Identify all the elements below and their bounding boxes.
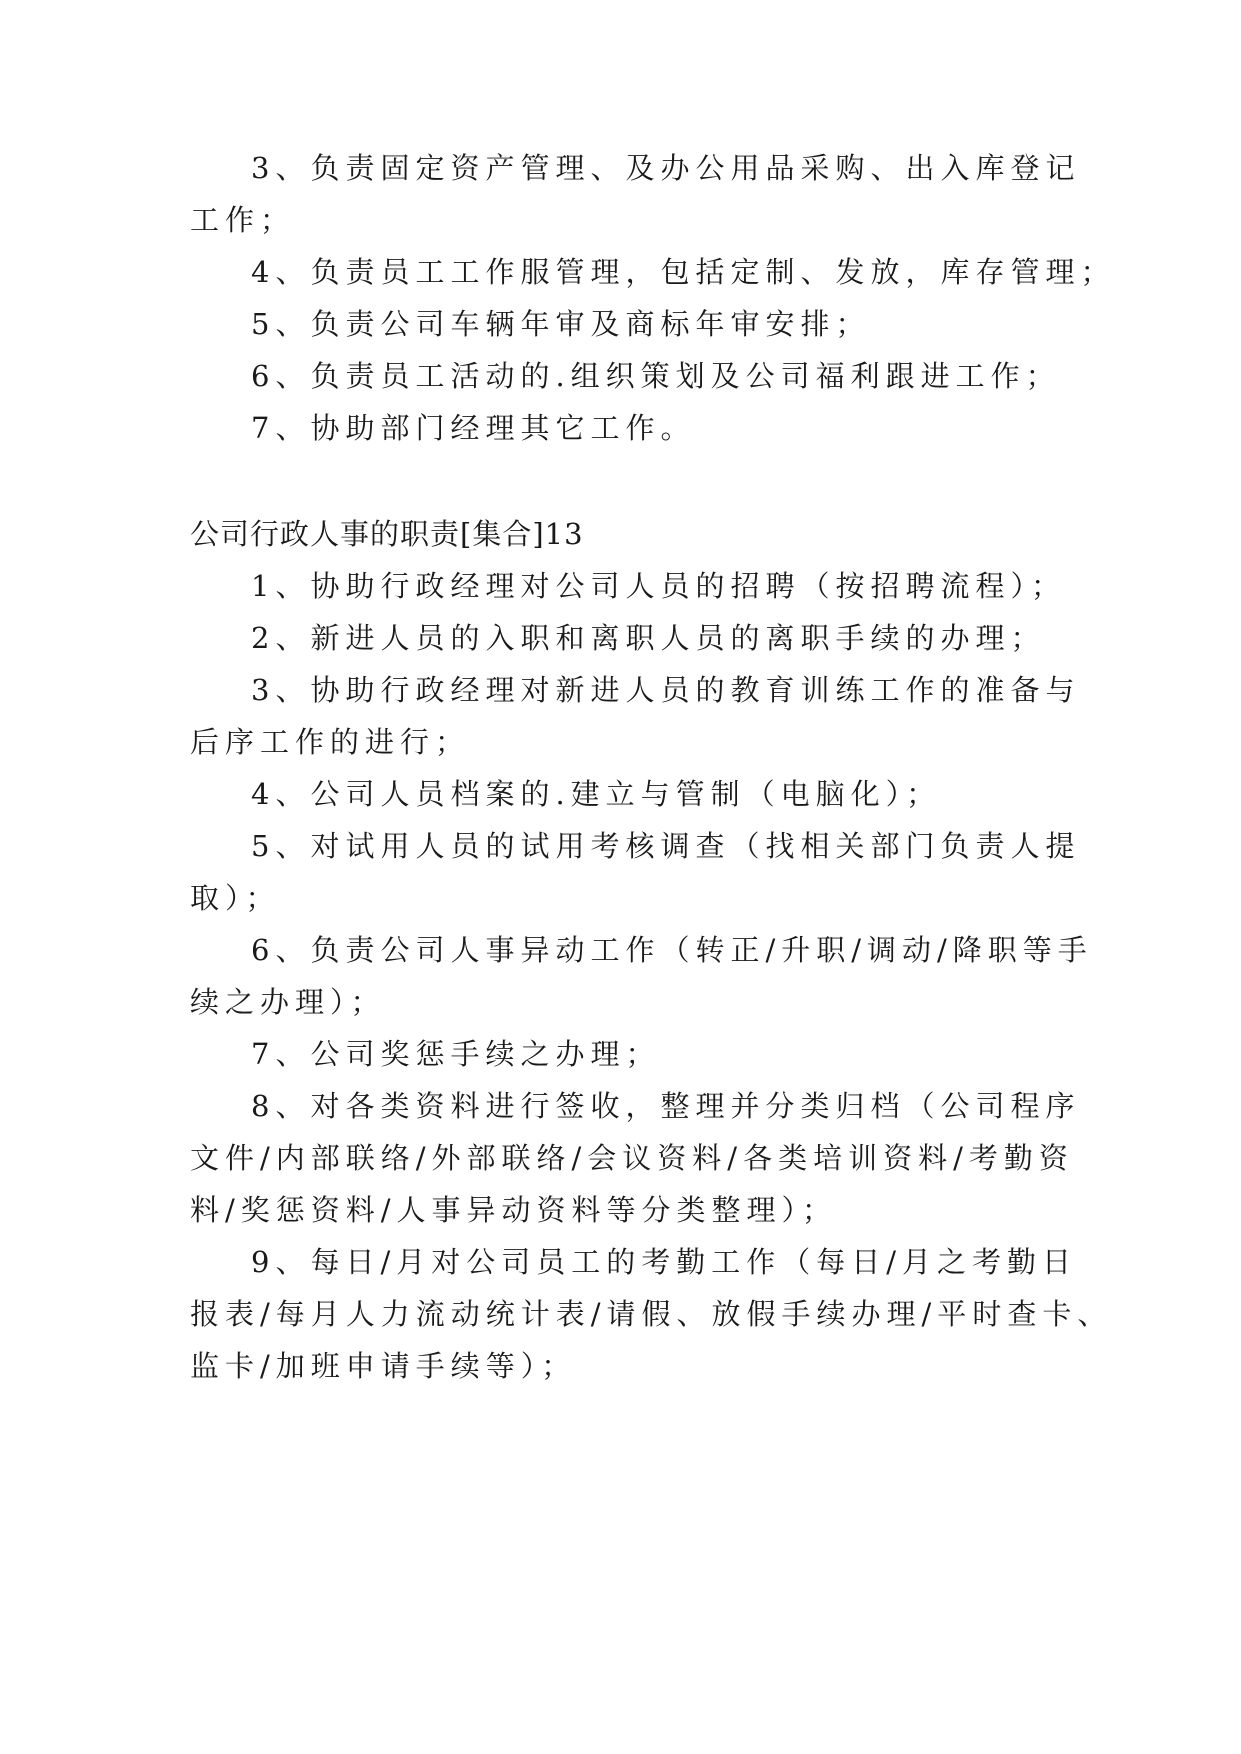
item-b6-line2: 续之办理）； (190, 985, 386, 1019)
item-a7: 7、协助部门经理其它工作。 (251, 411, 696, 445)
item-b8-line3: 料/奖惩资料/人事异动资料等分类整理）； (190, 1193, 838, 1227)
item-b3-line1: 3、协助行政经理对新进人员的教育训练工作的准备与 (251, 673, 1081, 707)
item-b7: 7、公司奖惩手续之办理； (251, 1037, 661, 1071)
item-b5-line1: 5、对试用人员的试用考核调查（找相关部门负责人提 (251, 829, 1081, 863)
item-b8-line1: 8、对各类资料进行签收，整理并分类归档（公司程序 (251, 1089, 1081, 1123)
item-b3-line2: 后序工作的进行； (190, 725, 471, 759)
item-a5: 5、负责公司车辆年审及商标年审安排； (251, 307, 871, 341)
section-heading: 公司行政人事的职责[集合]13 (190, 517, 584, 551)
item-a6: 6、负责员工活动的.组织策划及公司福利跟进工作； (251, 359, 1061, 393)
item-b6-line1: 6、负责公司人事异动工作（转正/升职/调动/降职等手 (251, 933, 1093, 967)
item-b9-line3: 监卡/加班申请手续等）； (190, 1349, 577, 1383)
item-b5-line2: 取）； (190, 881, 281, 915)
item-b1: 1、协助行政经理对公司人员的招聘（按招聘流程）； (251, 569, 1066, 603)
item-b9-line1: 9、每日/月对公司员工的考勤工作（每日/月之考勤日 (251, 1245, 1077, 1279)
item-a3-line2: 工作； (190, 203, 296, 237)
item-b2: 2、新进人员的入职和离职人员的离职手续的办理； (251, 621, 1046, 655)
item-b8-line2: 文件/内部联络/外部联络/会议资料/各类培训资料/考勤资 (190, 1141, 1074, 1175)
item-b4: 4、公司人员档案的.建立与管制（电脑化）； (251, 777, 942, 811)
item-a3-line1: 3、负责固定资产管理、及办公用品采购、出入库登记 (251, 151, 1081, 185)
item-a4: 4、负责员工工作服管理，包括定制、发放，库存管理； (251, 255, 1116, 289)
item-b9-line2: 报表/每月人力流动统计表/请假、放假手续办理/平时查卡、 (190, 1297, 1113, 1331)
